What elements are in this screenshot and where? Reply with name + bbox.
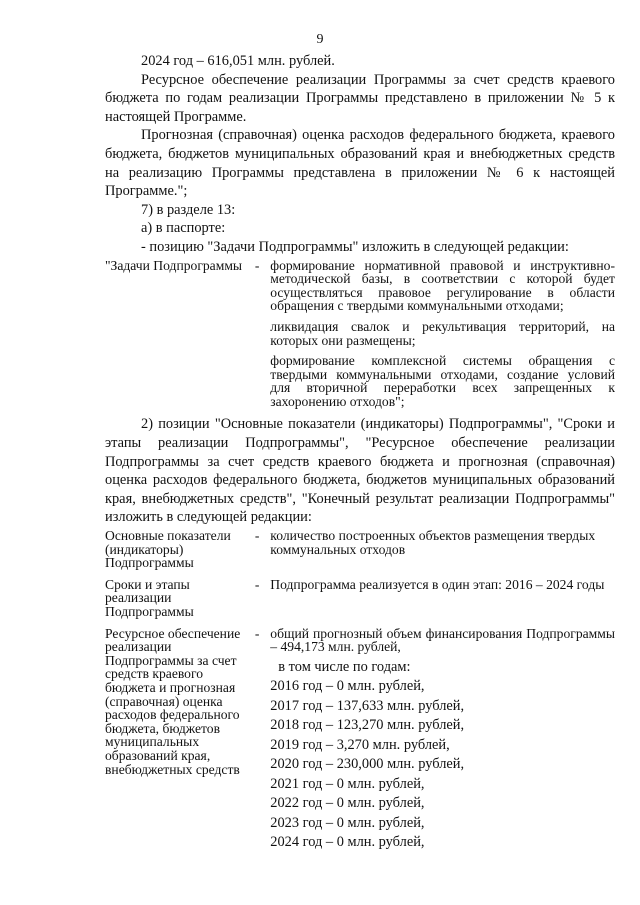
task-item: формирование нормативной правовой и инструктивно-методической базы, в соответствии с которой будет осуществляться правовое регулирование в области обращения с твердыми коммунальными отходами;	[270, 257, 615, 314]
funding-year-2023: 2023 год – 0 млн. рублей,	[270, 814, 425, 831]
indicators-value: количество построенных объектов размещения твердых коммунальных отходов	[270, 528, 596, 557]
tasks-values	[270, 259, 615, 416]
funding-year-2016: 2016 год – 0 млн. рублей,	[270, 678, 425, 695]
funding-by-years-label: в том числе по годам:	[278, 658, 411, 675]
funding-year-2020: 2020 год – 230,000 млн. рублей,	[270, 756, 465, 773]
indicators-dash: -	[254, 528, 260, 544]
page-number: 9	[316, 32, 324, 47]
terms-row	[105, 578, 615, 619]
funding-total: общий прогнозный объем финансирования Подпрограммы – 494,173 млн. рублей,	[270, 625, 615, 655]
funding-year-2022: 2022 год – 0 млн. рублей,	[270, 795, 425, 812]
indicators-label: Основные показатели (индикаторы) Подпрограммы	[105, 528, 231, 571]
task-item: ликвидация свалок и рекультивация территорий, на которых они размещены;	[270, 318, 615, 348]
terms-label: Сроки и этапы реализации Подпрограммы	[105, 576, 194, 619]
section-2-paragraph: 2) позиции "Основные показатели (индикаторы) Подпрограммы", "Сроки и этапы реализации Подпрограммы", "Ресурсное обеспечение реализации Подпрограммы за счет средств краевого бюджета и прогнозная (справочная) оценка расходов федерального бюджета, бюджетов муниципальных образований края, внебюджетных средств", "Конечный результат реализации Подпрограммы" изложить в следующей редакции:	[105, 416, 615, 526]
funding-dash: -	[254, 625, 260, 641]
item-position-tasks: - позицию "Задачи Подпрограммы" изложить в следующей редакции:	[141, 238, 569, 255]
page-content	[105, 52, 615, 853]
item-7: 7) в разделе 13:	[141, 201, 236, 218]
funding-year-2021: 2021 год – 0 млн. рублей,	[270, 775, 425, 792]
intro-paragraph-forecast: Прогнозная (справочная) оценка расходов федерального бюджета, краевого бюджета, бюджетов муниципальных образований края и внебюджетных средств на реализацию Программы представлена в приложении № 6 к настоящей Программе.";	[105, 127, 615, 200]
funding-year-2019: 2019 год – 3,270 млн. рублей,	[270, 736, 450, 753]
tasks-table	[105, 259, 615, 416]
funding-label: Ресурсное обеспечение реализации Подпрограммы за счет средств краевого бюджета и прогнозная (справочная) оценка расходов федерального бюджета, бюджетов муниципальных образований края, внебюджетных средств	[105, 625, 241, 777]
tasks-dash: -	[254, 257, 260, 273]
intro-line-1: 2024 год – 616,051 млн. рублей.	[141, 53, 335, 69]
tasks-row	[105, 259, 615, 416]
funding-values	[270, 627, 615, 853]
task-item: формирование комплексной системы обращения с твердыми коммунальными отходами, создание условий для вторичной переработки всех запрещенных к захоронению отходов";	[270, 353, 615, 409]
item-7a: а) в паспорте:	[141, 220, 226, 237]
intro-paragraph-resources: Ресурсное обеспечение реализации Программы за счет средств краевого бюджета по годам реализации Программы представлено в приложении № 5 к настоящей Программе.	[105, 71, 615, 125]
funding-year-2017: 2017 год – 137,633 млн. рублей,	[270, 697, 465, 714]
tasks-label: "Задачи Подпрограммы	[105, 257, 243, 273]
terms-value: Подпрограмма реализуется в один этап: 2016 – 2024 годы	[270, 576, 605, 592]
indicators-row	[105, 529, 615, 570]
passport-table	[105, 529, 615, 853]
funding-year-2024: 2024 год – 0 млн. рублей,	[270, 834, 425, 851]
funding-row	[105, 627, 615, 853]
terms-dash: -	[254, 576, 260, 592]
funding-year-2018: 2018 год – 123,270 млн. рублей,	[270, 717, 465, 734]
